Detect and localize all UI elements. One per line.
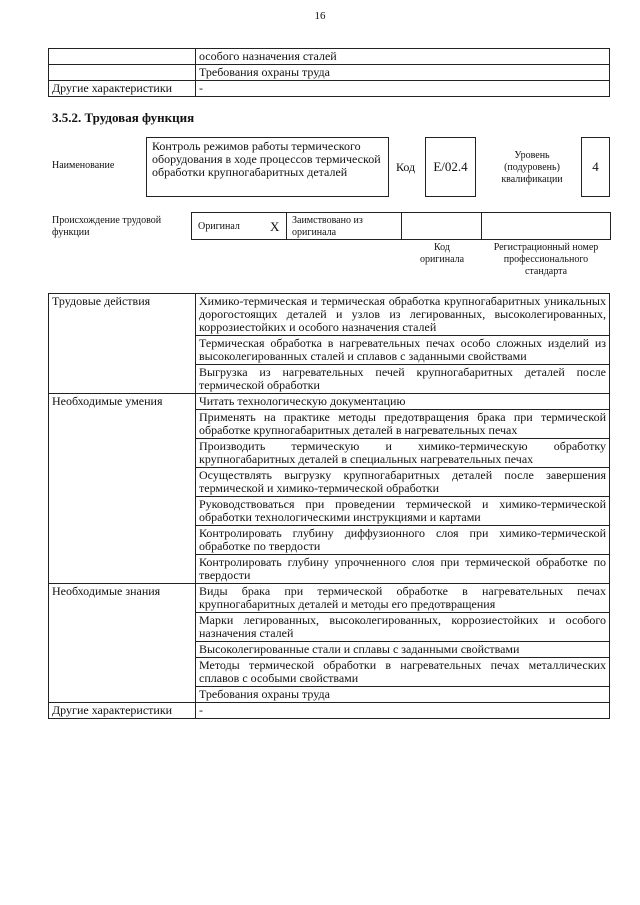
level-value: 4 bbox=[592, 159, 599, 174]
actions-label: Трудовые действия bbox=[49, 294, 196, 394]
origin-reg-caption: Регистрационный номер профессионального стандарта bbox=[493, 242, 599, 277]
top-table bbox=[48, 48, 610, 97]
skill-item: Контролировать глубину диффузионного слоя при химико-термической обработке по твердости bbox=[196, 526, 610, 555]
knowledge-item: Марки легированных, высоколегированных, коррозиестойких и особого назначения сталей bbox=[196, 613, 610, 642]
knowledge-item: Виды брака при термической обработке в нагревательных печах крупногабаритных деталей и методы его предотвращения bbox=[196, 584, 610, 613]
table-cell-label bbox=[49, 49, 196, 65]
action-item: Химико-термическая и термическая обработка крупногабаритных уникальных дорогостоящих деталей и узлов из легированных, высоколегированных, коррозиестойких и особого назначения сталей bbox=[196, 294, 610, 336]
origin-code-caption: Код оригинала bbox=[419, 242, 465, 265]
page-number: 16 bbox=[314, 10, 326, 22]
section-title: 3.5.2. Трудовая функция bbox=[52, 110, 195, 125]
origin-original-box bbox=[191, 212, 287, 240]
table-row bbox=[49, 49, 610, 65]
table-row bbox=[49, 65, 610, 81]
table-cell-value: Требования охраны труда bbox=[196, 65, 610, 81]
table-cell-label: Другие характеристики bbox=[49, 81, 196, 97]
skill-item: Осуществлять выгрузку крупногабаритных деталей после завершения термической и химико-термической обработки bbox=[196, 468, 610, 497]
skill-item: Производить термическую и химико-термическую обработку крупногабаритных деталей в специальных нагревательных печах bbox=[196, 439, 610, 468]
code-box bbox=[425, 137, 476, 197]
origin-original-label: Оригинал bbox=[198, 221, 240, 232]
level-label: Уровень (подуровень) квалификации bbox=[501, 150, 563, 185]
table-row bbox=[49, 294, 610, 336]
knowledge-label: Необходимые знания bbox=[49, 584, 196, 703]
main-table bbox=[48, 293, 610, 719]
origin-reg-box bbox=[481, 212, 611, 240]
skill-item: Контролировать глубину упрочненного слоя при термической обработке по твердости bbox=[196, 555, 610, 584]
name-box bbox=[146, 137, 389, 197]
origin-borrowed-box bbox=[286, 212, 402, 240]
skill-item: Применять на практике методы предотвращения брака при термической обработке крупногабаритных деталей в нагревательных печах bbox=[196, 410, 610, 439]
name-label: Наименование bbox=[52, 160, 115, 171]
table-row bbox=[49, 81, 610, 97]
skill-item: Читать технологическую документацию bbox=[196, 394, 610, 410]
knowledge-item: Требования охраны труда bbox=[196, 687, 610, 703]
level-box bbox=[581, 137, 610, 197]
table-row bbox=[49, 584, 610, 613]
table-row bbox=[49, 703, 610, 719]
table-cell-value: особого назначения сталей bbox=[196, 49, 610, 65]
origin-original-mark: X bbox=[270, 219, 280, 234]
code-value: E/02.4 bbox=[433, 159, 468, 174]
skill-item: Руководствоваться при проведении термической и химико-термической обработки технологическими инструкциями и картами bbox=[196, 497, 610, 526]
action-item: Термическая обработка в нагревательных печах особо сложных изделий из высоколегированных сталей и сплавов с заданными свойствами bbox=[196, 336, 610, 365]
code-label: Код bbox=[396, 160, 416, 174]
knowledge-item: Методы термической обработки в нагревательных печах металлических сплавов с особыми свойствами bbox=[196, 658, 610, 687]
table-cell-label bbox=[49, 65, 196, 81]
origin-code-box bbox=[401, 212, 482, 240]
table-row bbox=[49, 394, 610, 410]
origin-label: Происхождение трудовой функции bbox=[52, 215, 162, 238]
knowledge-item: Высоколегированные стали и сплавы с заданными свойствами bbox=[196, 642, 610, 658]
other-value: - bbox=[196, 703, 610, 719]
other-label: Другие характеристики bbox=[49, 703, 196, 719]
skills-label: Необходимые умения bbox=[49, 394, 196, 584]
name-value: Контроль режимов работы термического оборудования в ходе процессов термической обработки крупногабаритных деталей bbox=[152, 139, 381, 179]
table-cell-value: - bbox=[196, 81, 610, 97]
origin-borrowed-label: Заимствовано из оригинала bbox=[292, 215, 363, 238]
action-item: Выгрузка из нагревательных печей крупногабаритных деталей после термической обработки bbox=[196, 365, 610, 394]
